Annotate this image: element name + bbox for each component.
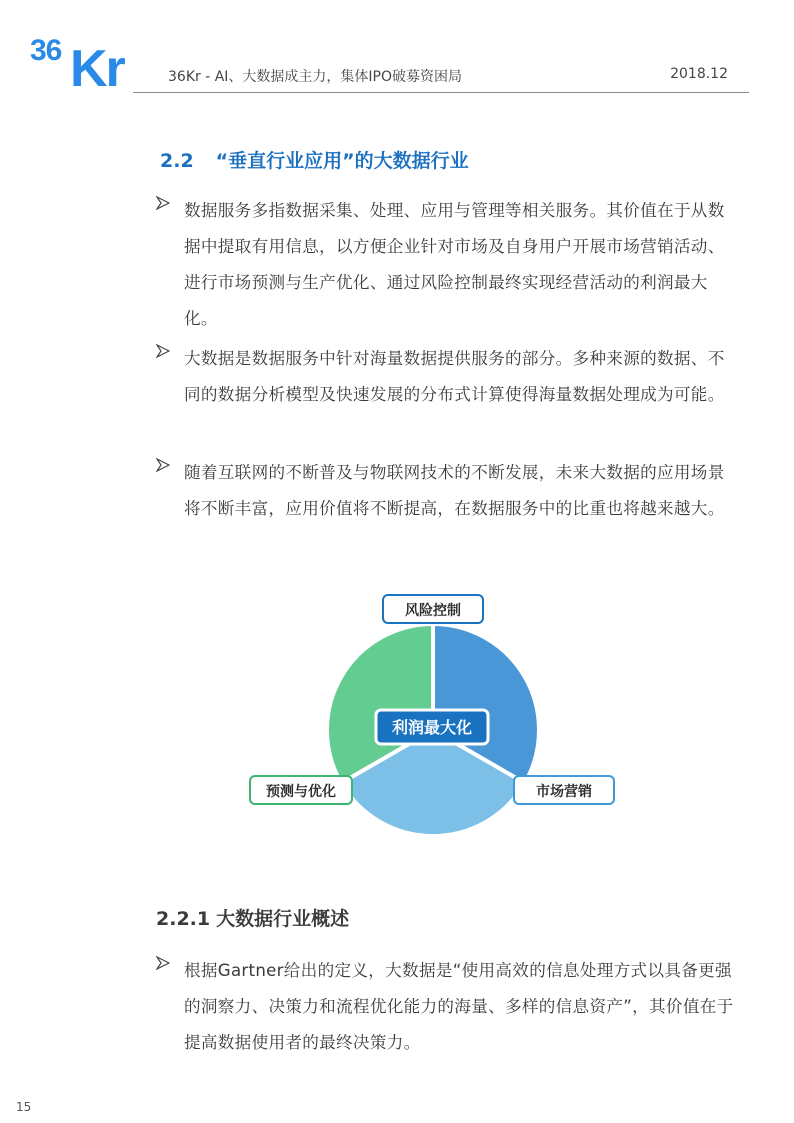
header-date: 2018.12 xyxy=(670,66,728,82)
bullet-text: 根据Gartner给出的定义，大数据是“使用高效的信息处理方式以具备更强的洞察力、决策力和流程优化能力的海量、多样的信息资产”，其价值在于提高数据使用者的最终决策力。 xyxy=(184,961,734,1052)
profit-cycle-diagram xyxy=(240,590,640,840)
arrow-bullet-icon xyxy=(156,343,170,359)
label-top: 风险控制 xyxy=(405,603,461,619)
arrow-bullet-icon xyxy=(156,955,170,971)
bullet-paragraph xyxy=(156,455,736,527)
header-title: 36Kr - AI、大数据成主力，集体IPO破募资困局 xyxy=(168,69,462,85)
svg-text:36: 36 xyxy=(30,34,62,67)
subsection-heading xyxy=(156,904,349,931)
label-right: 市场营销 xyxy=(536,784,592,800)
page-number: 15 xyxy=(16,1100,32,1114)
bullet-paragraph xyxy=(156,193,736,337)
bullet-text: 随着互联网的不断普及与物联网技术的不断发展，未来大数据的应用场景将不断丰富，应用价值将不断提高，在数据服务中的比重也将越来越大。 xyxy=(184,463,725,518)
arrow-bullet-icon xyxy=(156,457,170,473)
arrow-bullet-icon xyxy=(156,195,170,211)
bullet-paragraph xyxy=(156,953,736,1061)
section-heading xyxy=(160,146,469,173)
subsection-number: 2.2.1 xyxy=(156,908,211,930)
bullet-text: 数据服务多指数据采集、处理、应用与管理等相关服务。其价值在于从数据中提取有用信息，以方便企业针对市场及自身用户开展市场营销活动、进行市场预测与生产优化、通过风险控制最终实现经营活动的利润最大化。 xyxy=(184,201,725,328)
subsection-title: 大数据行业概述 xyxy=(216,908,350,930)
label-left: 预测与优化 xyxy=(266,784,336,800)
bullet-paragraph xyxy=(156,341,736,413)
section-title: “垂直行业应用”的大数据行业 xyxy=(215,150,469,172)
36kr-logo xyxy=(30,30,140,90)
svg-text:Kr: Kr xyxy=(70,40,124,90)
center-label: 利润最大化 xyxy=(391,718,473,737)
bullet-text: 大数据是数据服务中针对海量数据提供服务的部分。多种来源的数据、不同的数据分析模型及快速发展的分布式计算使得海量数据处理成为可能。 xyxy=(184,349,725,404)
section-number: 2.2 xyxy=(160,150,194,172)
header-divider xyxy=(133,92,749,93)
